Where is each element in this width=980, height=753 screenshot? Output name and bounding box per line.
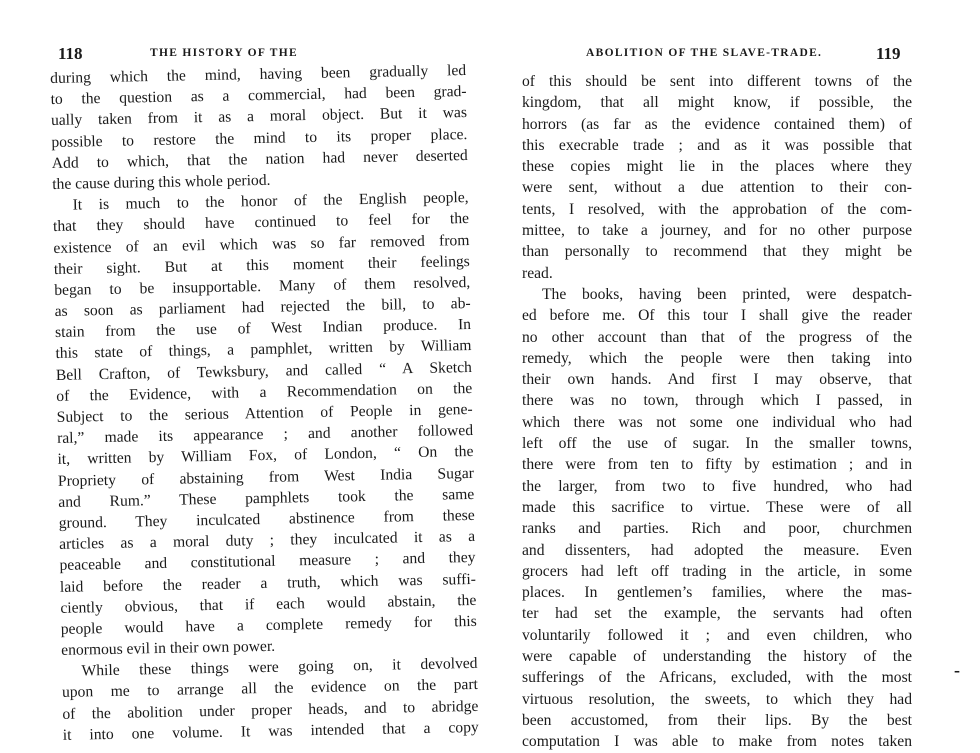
text-line: as soon as parliament had rejected the bill, to ab- [54, 295, 471, 321]
right-page [490, 0, 980, 751]
page-number: 118 [58, 44, 83, 63]
text-line: places. In gentlemen’s families, where the mas- [522, 584, 912, 602]
text-line: laid before the reader a truth, which was suffi- [59, 570, 477, 596]
text-line: remedy, which the people were then taking into [522, 349, 912, 367]
text-line: it, written by William Fox, of London, “ On the [57, 443, 474, 469]
page-body [50, 60, 479, 746]
text-line: ed before me. Of this tour I shall give the reader [522, 307, 912, 325]
text-line: of this should be sent into different towns of the [522, 73, 912, 90]
text-line: virtuous resolution, the sweets, to which they had [522, 690, 912, 708]
text-line: than personally to recommend that they might be [522, 243, 912, 261]
text-line: Subject to the serious Attention of People in gene- [56, 400, 473, 426]
text-line: began to be insupportable. Many of them resolved, [54, 273, 471, 299]
text-line: to the question as a commercial, had been grad- [50, 83, 467, 109]
text-line: ground. They inculcated abstinence from these [58, 506, 475, 532]
text-line: and dissenters, had adopted the measure. Even [522, 541, 912, 559]
text-line: possible to restore the mind to its proper place. [51, 125, 468, 151]
text-line: While these things were going on, it devolved [81, 655, 478, 680]
text-line: it into one volume. It was intended that a copy [62, 718, 479, 744]
running-head: THE HISTORY OF THE [150, 47, 298, 59]
text-line: their sight. But at this moment their feelings [53, 252, 470, 278]
running-head: ABOLITION OF THE SLAVE-TRADE. [586, 47, 823, 59]
text-line: there was no town, through which I passed, in [522, 392, 912, 410]
text-line: there were from ten to fifty by estimation ; and in [522, 456, 912, 474]
text-line: made this sacrifice to virtue. These were of all [522, 498, 912, 516]
text-line: sufferings of the Africans, excluded, with the most [522, 669, 912, 687]
text-line: Bell Crafton, of Tewksbury, and called “ A Sketch [55, 358, 472, 384]
text-line: these copies might lie in the places where they [522, 158, 912, 176]
text-line: been accustomed, from their lips. By the best [522, 711, 912, 729]
text-line: mittee, to take a journey, and for no other purpose [522, 222, 912, 240]
text-line: were sent, without a due attention to their con- [522, 179, 912, 197]
page-number: 119 [876, 44, 901, 63]
text-line: this state of things, a pamphlet, written by William [55, 337, 472, 363]
text-line: articles as a moral duty ; they inculcated it as a [58, 528, 476, 554]
text-line: were capable of understanding the history of the [522, 648, 912, 666]
margin-mark: - [954, 660, 960, 680]
text-line: kingdom, that all might know, if possible, the [522, 94, 912, 112]
text-line: tents, I resolved, with the approbation of the com- [522, 200, 912, 218]
text-line: stain from the use of West Indian produce. In [54, 316, 472, 342]
page-body [522, 71, 912, 753]
text-line: Propriety of abstaining from West India Sugar [57, 464, 475, 490]
text-line: their own hands. And first I may observe, that [522, 371, 912, 389]
text-line: ranks and parties. Rich and poor, churchmen [522, 520, 912, 538]
text-line: existence of an evil which was so far removed from [53, 231, 470, 257]
text-line: peaceable and constitutional measure ; and they [59, 549, 476, 575]
text-line: the larger, from two to five hundred, who had [522, 477, 912, 495]
text-line: this execrable trade ; and as it was possible that [522, 136, 912, 154]
text-line: ually taken from it as a moral object. But it was [50, 104, 468, 130]
text-line: upon me to arrange all the evidence on the part [61, 676, 479, 702]
text-line: The books, having been printed, were despatch- [542, 285, 912, 303]
text-line: people would have a complete remedy for this [60, 612, 477, 638]
text-line: the cause during this whole period. [52, 171, 271, 193]
text-line: ter had set the example, the servants had often [522, 605, 912, 623]
text-line: of the abolition under proper heads, and to abridge [62, 697, 479, 723]
text-line: during which the mind, having been gradually led [50, 62, 467, 87]
text-line: ral,” made its appearance ; and another followed [56, 422, 474, 448]
text-line: computation I was able to make from notes taken [522, 733, 912, 751]
text-line: of the Evidence, with a Recommendation on the [56, 379, 473, 405]
text-line: and Rum.” These pamphlets took the same [58, 485, 475, 511]
text-line: Add to which, that the nation had never deserted [51, 146, 468, 172]
text-line: It is much to the honor of the English people, [72, 189, 469, 214]
text-line: read. [522, 264, 553, 282]
text-line: that they should have continued to feel for the [52, 210, 470, 236]
text-line: grocers had left off trading in the article, in some [522, 562, 912, 580]
text-line: which there was not some one individual who had [522, 413, 912, 431]
text-line: enormous evil in their own power. [61, 637, 276, 659]
text-line: left off the use of sugar. In the smaller towns, [522, 435, 912, 453]
text-line: horrors (as far as the evidence contained them) of [522, 115, 912, 133]
left-page [0, 0, 490, 746]
text-line: voluntarily followed it ; and even children, who [522, 626, 912, 644]
text-line: no other account than that of the progress of the [522, 328, 912, 346]
text-line: ciently obvious, that if each would abstain, the [60, 591, 477, 617]
